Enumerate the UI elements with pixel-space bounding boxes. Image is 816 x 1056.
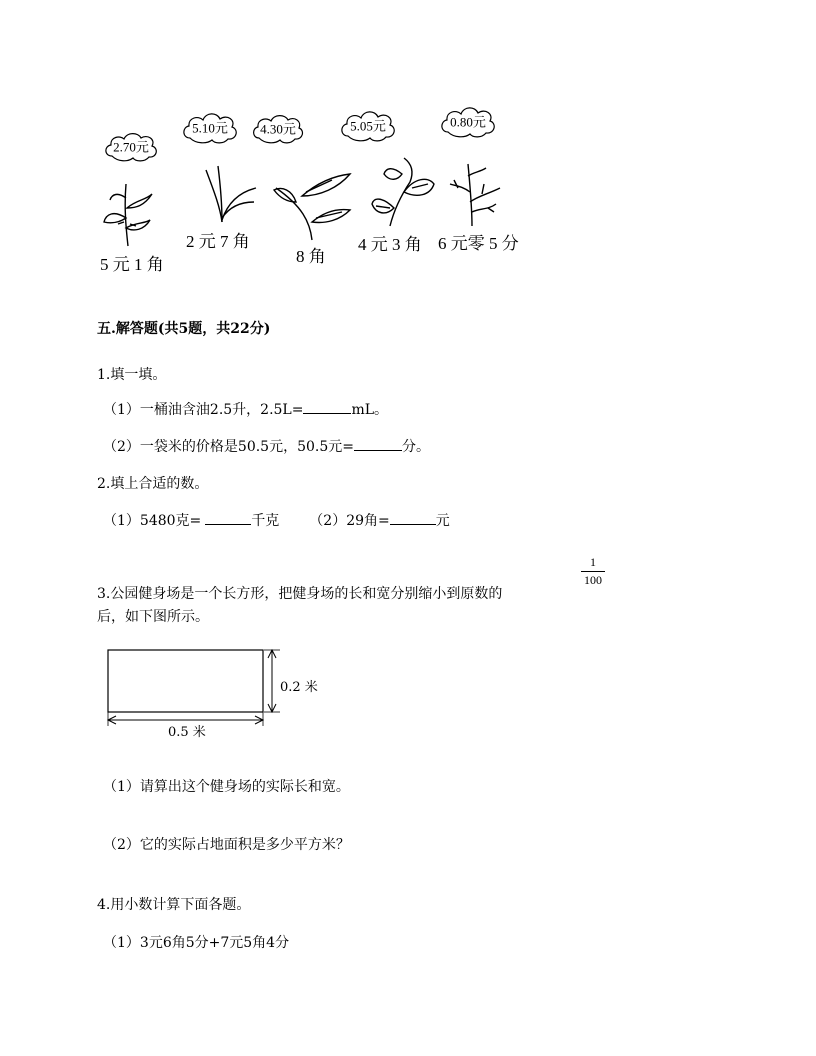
price-label: 5.10元	[192, 120, 228, 136]
question-2-parts	[103, 510, 450, 530]
plant-drawing-5	[448, 162, 504, 228]
rectangle-diagram	[100, 644, 330, 744]
price-cloud-5	[438, 102, 498, 140]
answer-blank[interactable]	[303, 399, 351, 414]
answer-blank[interactable]	[390, 510, 436, 525]
question-unit: 分。	[401, 439, 430, 455]
price-label: 0.80元	[450, 114, 486, 130]
question-text: （2）一袋米的价格是50.5元，50.5元=	[103, 439, 354, 455]
question-unit: mL。	[351, 402, 389, 418]
price-cloud-1	[102, 128, 160, 164]
plant-drawing-2	[200, 162, 260, 224]
fraction-one-hundredth	[581, 555, 605, 588]
price-label: 4.30元	[260, 121, 296, 137]
amount-label-3: 8 角	[296, 247, 326, 266]
question-unit: 千克	[251, 513, 280, 529]
amount-label-2: 2 元 7 角	[186, 232, 250, 251]
section-title: 五.解答题(共5题，共22分)	[97, 321, 271, 337]
price-cloud-4	[338, 106, 398, 144]
price-label: 2.70元	[113, 139, 149, 155]
question-1-title: 1.填一填。	[97, 367, 167, 383]
length-label: 0.5 米	[168, 725, 206, 740]
question-4-sub-1: （1）3元6角5分+7元5角4分	[103, 935, 290, 951]
question-text: （1）一桶油含油2.5升，2.5L=	[103, 402, 304, 418]
answer-blank[interactable]	[205, 510, 251, 525]
answer-blank[interactable]	[354, 436, 402, 451]
question-3-sub-1: （1）请算出这个健身场的实际长和宽。	[103, 779, 350, 795]
question-1-part-2	[103, 436, 430, 456]
question-text: （1）5480克=	[103, 513, 202, 529]
fraction-numerator: 1	[590, 555, 596, 569]
amount-label-1: 5 元 1 角	[100, 255, 164, 274]
plant-drawing-1	[100, 178, 160, 248]
amount-label-4: 4 元 3 角	[358, 235, 422, 254]
question-4-title: 4.用小数计算下面各题。	[97, 897, 251, 913]
question-3-line-1: 3.公园健身场是一个长方形，把健身场的长和宽分别缩小到原数的	[97, 586, 503, 602]
fraction-denominator: 100	[584, 573, 602, 587]
question-3-sub-2: （2）它的实际占地面积是多少平方米？	[103, 837, 350, 853]
question-3-line-2: 后，如下图所示。	[97, 609, 209, 625]
price-cloud-2	[180, 108, 240, 146]
amount-label-5: 6 元零 5 分	[438, 234, 519, 253]
width-label: 0.2 米	[280, 680, 318, 695]
question-text: （2）29角=	[309, 513, 390, 529]
price-cloud-3	[250, 110, 306, 146]
plant-drawing-4	[368, 154, 438, 228]
question-1-part-1	[103, 399, 388, 419]
question-2-title: 2.填上合适的数。	[97, 476, 209, 492]
question-unit: 元	[435, 513, 450, 529]
plant-drawing-3	[272, 166, 352, 242]
price-label: 5.05元	[350, 118, 386, 134]
